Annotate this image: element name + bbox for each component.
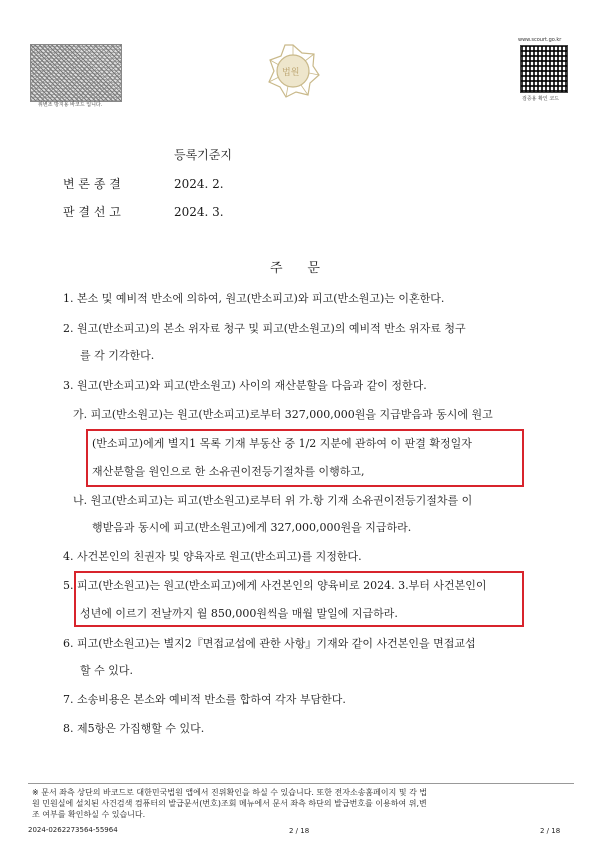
order-item-5-line2: 성년에 이르기 전날까지 월 850,000원씩을 매월 말일에 지급하라. <box>80 607 398 620</box>
highlight-box-property <box>86 429 524 487</box>
barcode-caption: 위변조 방지용 바코드 입니다. <box>38 102 103 108</box>
highlight-box-child-support <box>74 571 524 627</box>
qr-caption: 검증용 확인 코드 <box>522 96 559 102</box>
order-item-2-line2: 를 각 기각한다. <box>80 349 155 362</box>
order-item-3a-line2: (반소피고)에게 별지1 목록 기재 부동산 중 1/2 지분에 관하여 이 판결 확정일자 <box>92 437 472 450</box>
order-item-3a-line3: 재산분할을 원인으로 한 소유권이전등기절차를 이행하고, <box>92 465 365 478</box>
order-item-6-line1: 6. 피고(반소원고)는 별지2『면접교섭에 관한 사항』기재와 같이 사건본인을 면접교섭 <box>63 637 476 650</box>
order-item-4: 4. 사건본인의 친권자 및 양육자로 원고(반소피고)를 지정한다. <box>63 550 362 563</box>
section-title: 주 문 <box>270 261 320 276</box>
court-url: www.scourt.go.kr <box>518 37 562 43</box>
order-item-2-line1: 2. 원고(반소피고)의 본소 위자료 청구 및 피고(반소원고)의 예비적 반소 위자료 청구 <box>63 322 466 335</box>
order-item-7: 7. 소송비용은 본소와 예비적 반소를 합하여 각자 부담한다. <box>63 693 346 706</box>
order-item-1: 1. 본소 및 예비적 반소에 의하여, 원고(반소피고)와 피고(반소원고)는 이혼한다. <box>63 292 445 305</box>
closing-date: 2024. 2. <box>174 177 224 191</box>
order-item-3b-line1: 나. 원고(반소피고)는 피고(반소원고)로부터 위 가.항 기재 소유권이전등기절차를 이 <box>73 494 473 507</box>
emblem-label: 법원 <box>282 68 300 78</box>
footer-divider <box>28 783 574 784</box>
verdict-date: 2024. 3. <box>174 205 224 219</box>
registration-label: 등록기준지 <box>174 148 232 162</box>
page-number-center: 2 / 18 <box>289 827 310 835</box>
order-item-3a-line1: 가. 피고(반소원고)는 원고(반소피고)로부터 327,000,000원을 지급받음과 동시에 원고 <box>73 408 493 421</box>
order-item-3: 3. 원고(반소피고)와 피고(반소원고) 사이의 재산분할을 다음과 같이 정한다. <box>63 379 427 392</box>
order-item-8: 8. 제5항은 가집행할 수 있다. <box>63 722 205 735</box>
issue-number: 2024-0262273564-55964 <box>28 826 118 834</box>
footer-note-line3: 조 여부를 확인하실 수 있습니다. <box>32 810 146 819</box>
order-item-5-line1: 5. 피고(반소원고)는 원고(반소피고)에게 사건본인의 양육비로 2024. 3.부터 사건본인이 <box>63 579 487 592</box>
verification-qr-code <box>520 45 568 93</box>
closing-label: 변 론 종 결 <box>63 177 121 191</box>
footer-note-line2: 원 민원실에 설치된 사건검색 컴퓨터의 발급문서(번호)조회 메뉴에서 문서 좌측 하단의 발급번호를 이용하여 위,변 <box>32 799 427 808</box>
order-item-6-line2: 할 수 있다. <box>80 664 133 677</box>
footer-note-line1: ※ 문서 좌측 상단의 바코드로 대한민국법원 앱에서 진위확인을 하실 수 있습니다. 또한 전자소송홈페이지 및 각 법 <box>32 788 428 797</box>
order-item-3b-line2: 행받음과 동시에 피고(반소원고)에게 327,000,000원을 지급하라. <box>92 521 412 534</box>
page-number-right: 2 / 18 <box>540 827 561 835</box>
verdict-label: 판 결 선 고 <box>63 205 121 219</box>
anti-forgery-barcode <box>30 44 122 102</box>
